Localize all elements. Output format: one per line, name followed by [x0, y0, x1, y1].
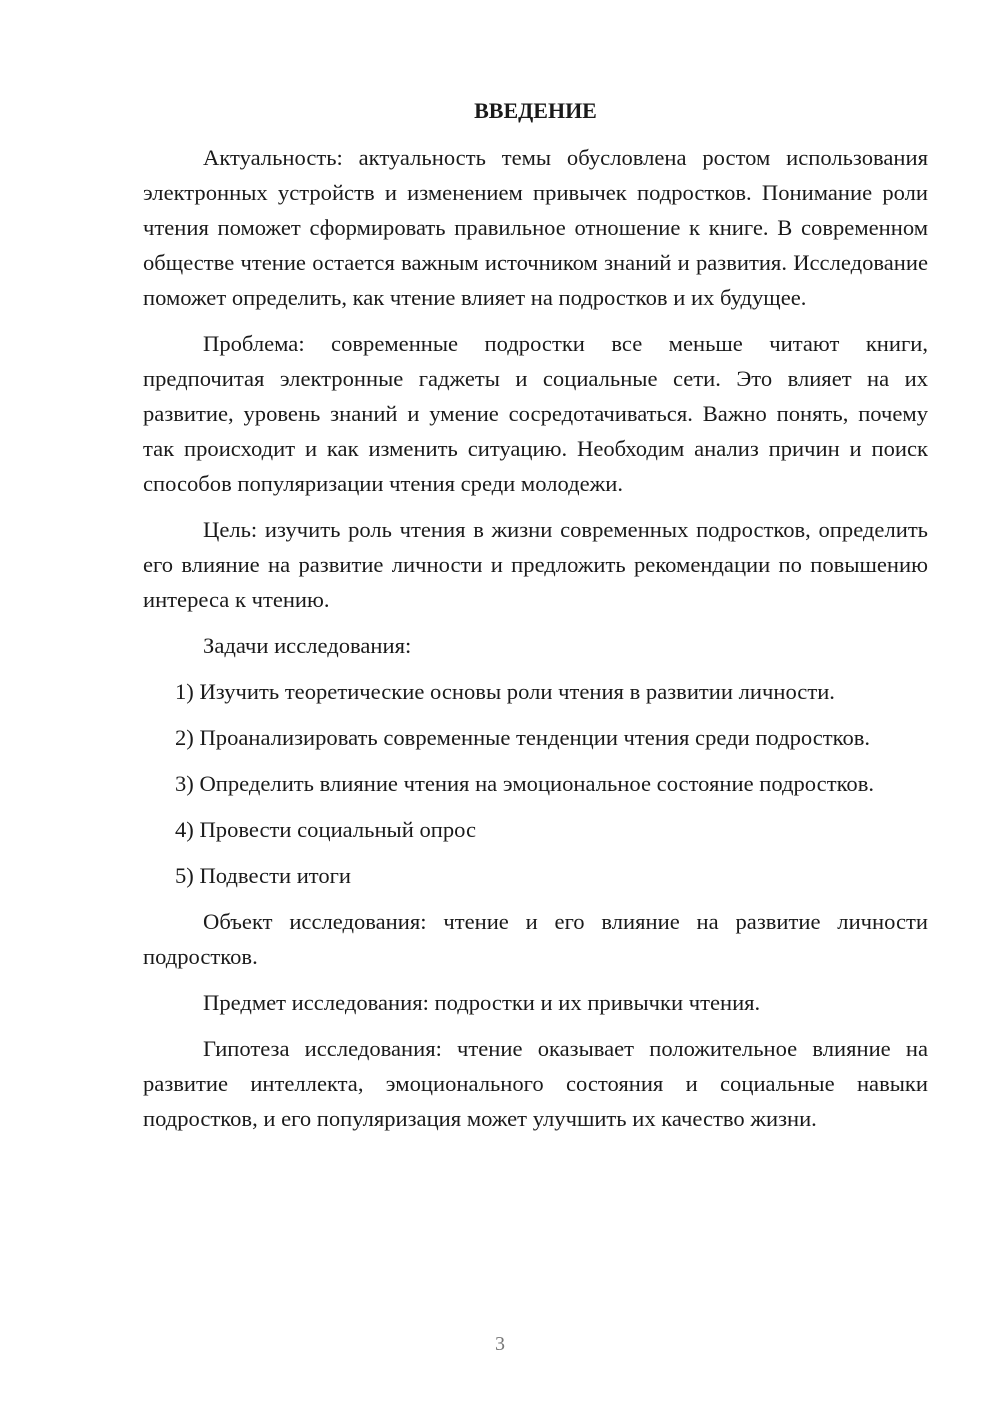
- relevance-paragraph: Актуальность: актуальность темы обусловлена ростом использования электронных устройств и изменением привычек подростков. Понимание роли чтения поможет сформировать правильное отношение к книге. В современном обществе чтение остается важным источником знаний и развития. Исследование поможет определить, как чтение влияет на подростков и их будущее.: [143, 145, 928, 310]
- task-item: 4) Провести социальный опрос: [175, 817, 477, 842]
- task-item: 1) Изучить теоретические основы роли чтения в развитии личности.: [175, 679, 835, 704]
- document-page: [143, 96, 928, 1147]
- document-title: ВВЕДЕНИЕ: [474, 98, 597, 123]
- hypothesis-paragraph: Гипотеза исследования: чтение оказывает положительное влияние на развитие интеллекта, эмоционального состояния и социальные навыки подростков, и его популяризация может улучшить их качество жизни.: [143, 1036, 928, 1131]
- goal-paragraph: Цель: изучить роль чтения в жизни современных подростков, определить его влияние на развитие личности и предложить рекомендации по повышению интереса к чтению.: [143, 517, 928, 612]
- task-item: 3) Определить влияние чтения на эмоциональное состояние подростков.: [175, 771, 875, 796]
- tasks-heading: Задачи исследования:: [203, 633, 412, 658]
- subject-paragraph: Предмет исследования: подростки и их привычки чтения.: [203, 990, 761, 1015]
- task-item: 5) Подвести итоги: [175, 863, 352, 888]
- task-item: 2) Проанализировать современные тенденции чтения среди подростков.: [175, 725, 871, 750]
- problem-paragraph: Проблема: современные подростки все меньше читают книги, предпочитая электронные гаджеты и социальные сети. Это влияет на их развитие, уровень знаний и умение сосредотачиваться. Важно понять, почему так происходит и как изменить ситуацию. Необходим анализ причин и поиск способов популяризации чтения среди молодежи.: [143, 331, 928, 496]
- page-number: 3: [495, 1333, 505, 1355]
- object-paragraph: Объект исследования: чтение и его влияние на развитие личности подростков.: [143, 909, 928, 969]
